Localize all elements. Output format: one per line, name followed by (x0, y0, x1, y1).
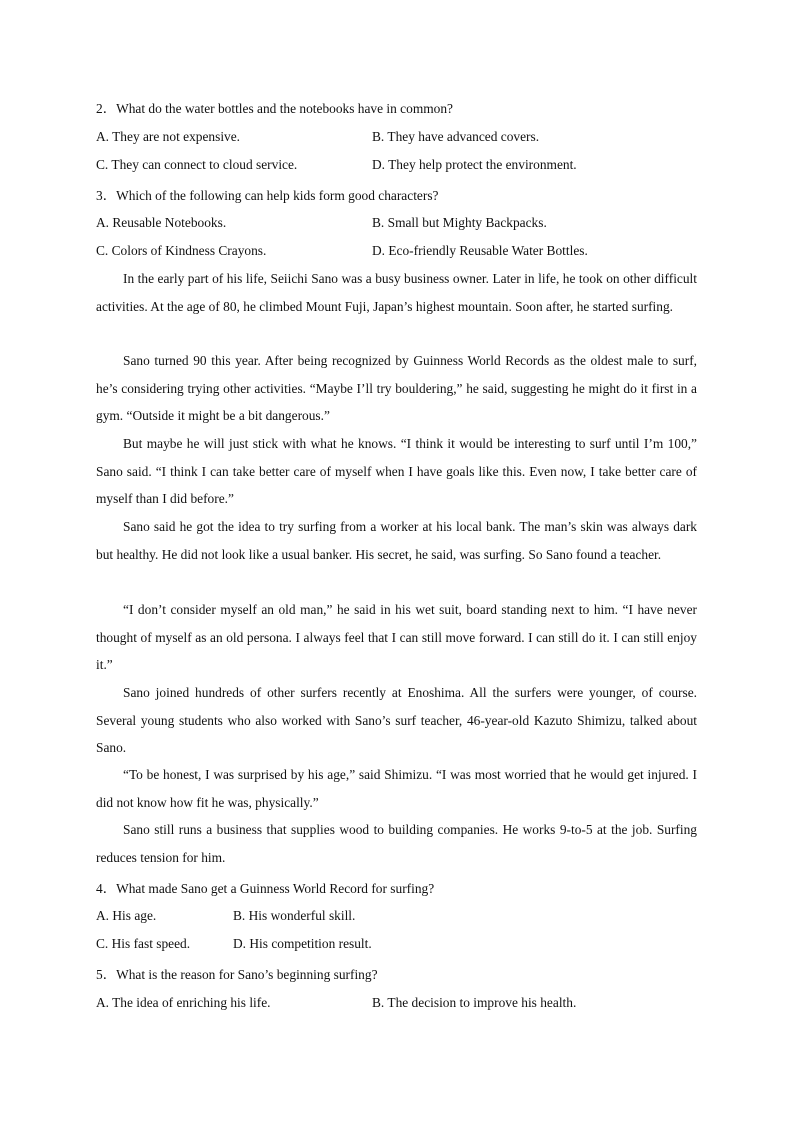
passage-paragraph-5: “I don’t consider myself an old man,” he said in his wet suit, board standing next to him. “I have never thought of myself as an old persona. I always feel that I can still move forward. I can still do it. I can still enjoy it.” (96, 602, 697, 673)
question-3-option-d: D. Eco-friendly Reusable Water Bottles. (372, 243, 588, 258)
passage-paragraph-3: But maybe he will just stick with what he knows. “I think it would be interesting to surf until I’m 100,” Sano said. “I think I can take better care of myself when I have goals like this. Even now, I take better care of myself than I did before.” (96, 436, 697, 507)
question-5-stem: 5．What is the reason for Sano’s beginning surfing? (96, 967, 378, 982)
question-5-option-a: A. The idea of enriching his life. (96, 995, 271, 1010)
question-5-option-b: B. The decision to improve his health. (372, 995, 577, 1010)
question-4-option-b: B. His wonderful skill. (233, 908, 356, 923)
question-4-option-c: C. His fast speed. (96, 936, 191, 951)
question-3-stem: 3．Which of the following can help kids form good characters? (96, 188, 439, 203)
passage-paragraph-6: Sano joined hundreds of other surfers recently at Enoshima. All the surfers were younger, of course. Several young students who also worked with Sano’s surf teacher, 46-year-old Kazuto Shimizu, talked about Sano. (96, 685, 697, 756)
question-4-option-a: A. His age. (96, 908, 157, 923)
question-4-option-d: D. His competition result. (233, 936, 372, 951)
question-2-option-a: A. They are not expensive. (96, 129, 241, 144)
question-2-option-b: B. They have advanced covers. (372, 129, 540, 144)
question-4-stem: 4．What made Sano get a Guinness World Record for surfing? (96, 881, 435, 896)
passage-paragraph-4: Sano said he got the idea to try surfing from a worker at his local bank. The man’s skin was always dark but healthy. He did not look like a usual banker. His secret, he said, was surfing. So Sano found a teacher. (96, 519, 697, 562)
passage-paragraph-2: Sano turned 90 this year. After being recognized by Guinness World Records as the oldest male to surf, he’s considering trying other activities. “Maybe I’ll try bouldering,” he said, suggesting he might do it first in a gym. “Outside it might be a bit dangerous.” (96, 353, 697, 424)
passage-paragraph-8: Sano still runs a business that supplies wood to building companies. He works 9-to-5 at the job. Surfing reduces tension for him. (96, 822, 697, 865)
passage-paragraph-1: In the early part of his life, Seiichi Sano was a busy business owner. Later in life, he took on other difficult activities. At the age of 80, he climbed Mount Fuji, Japan’s highest mountain. Soon after, he started surfing. (96, 271, 697, 314)
question-2-option-d: D. They help protect the environment. (372, 157, 577, 172)
question-3-option-b: B. Small but Mighty Backpacks. (372, 215, 547, 230)
passage-paragraph-7: “To be honest, I was surprised by his age,” said Shimizu. “I was most worried that he would get injured. I did not know how fit he was, physically.” (96, 767, 697, 810)
question-3-option-c: C. Colors of Kindness Crayons. (96, 243, 267, 258)
question-2-stem: 2．What do the water bottles and the notebooks have in common? (96, 101, 453, 116)
question-2-option-c: C. They can connect to cloud service. (96, 157, 298, 172)
question-3-option-a: A. Reusable Notebooks. (96, 215, 227, 230)
